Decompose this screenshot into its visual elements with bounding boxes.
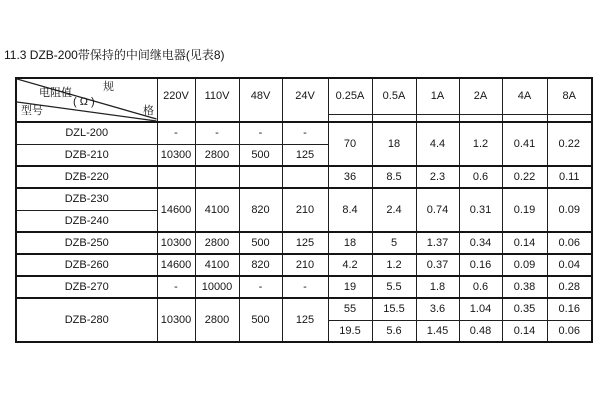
table-cell: 0.34 xyxy=(459,232,502,254)
table-cell: 2.4 xyxy=(372,188,416,232)
table-cell: 0.37 xyxy=(416,254,459,276)
table-cell: 2800 xyxy=(195,298,239,342)
table-cell: 0.16 xyxy=(459,254,502,276)
table-cell: 0.31 xyxy=(459,188,502,232)
table-cell-empty xyxy=(282,166,328,188)
table-cell: 5 xyxy=(372,232,416,254)
table-cell: 0.22 xyxy=(547,122,592,166)
table-cell: 0.48 xyxy=(459,320,502,342)
table-cell: 36 xyxy=(328,166,372,188)
row-dzl200 xyxy=(16,122,592,144)
table-cell: 1.45 xyxy=(416,320,459,342)
table-cell: - xyxy=(195,122,239,144)
row-label-dzl200: DZL-200 xyxy=(16,122,157,144)
row-dzb250 xyxy=(16,232,592,254)
table-cell: - xyxy=(282,122,328,144)
row-dzb220 xyxy=(16,166,592,188)
table-cell: 2.3 xyxy=(416,166,459,188)
table-cell: 125 xyxy=(282,144,328,166)
table-cell: 0.06 xyxy=(547,320,592,342)
table-cell: 3.6 xyxy=(416,298,459,320)
table-cell: 10300 xyxy=(157,144,195,166)
table-cell: - xyxy=(239,276,282,298)
table-cell: 500 xyxy=(239,232,282,254)
table-cell: 4100 xyxy=(195,188,239,232)
table-cell: 0.41 xyxy=(502,122,547,166)
table-cell: 2800 xyxy=(195,144,239,166)
table-cell: 0.6 xyxy=(459,276,502,298)
row-dzb270 xyxy=(16,276,592,298)
table-cell-empty xyxy=(157,166,195,188)
table-cell: 0.35 xyxy=(502,298,547,320)
relay-spec-table xyxy=(15,77,593,343)
table-cell: - xyxy=(282,276,328,298)
table-cell: 0.22 xyxy=(502,166,547,188)
corner-label-spec-top: 规 xyxy=(103,81,114,93)
table-cell: 0.19 xyxy=(502,188,547,232)
table-cell: 1.04 xyxy=(459,298,502,320)
table-cell: 5.5 xyxy=(372,276,416,298)
row-label-dzb220: DZB-220 xyxy=(16,166,157,188)
table-cell: 18 xyxy=(372,122,416,166)
row-dzb230 xyxy=(16,188,592,210)
row-label-dzb260: DZB-260 xyxy=(16,254,157,276)
row-dzb280 xyxy=(16,298,592,320)
table-cell: 14600 xyxy=(157,254,195,276)
col-header-8a: 8A xyxy=(547,78,592,122)
table-cell: 8.4 xyxy=(328,188,372,232)
page-title: 11.3 DZB-200带保持的中间继电器(见表8) xyxy=(4,48,225,62)
table-cell: 10300 xyxy=(157,232,195,254)
table-cell: 15.5 xyxy=(372,298,416,320)
corner-label-resistance: 电阻值 xyxy=(39,87,72,99)
table-cell: 10000 xyxy=(195,276,239,298)
table-cell: 820 xyxy=(239,254,282,276)
table-cell: 0.04 xyxy=(547,254,592,276)
table-cell: 0.38 xyxy=(502,276,547,298)
table-cell: - xyxy=(239,122,282,144)
col-header-24v: 24V xyxy=(282,78,328,122)
table-cell: 0.28 xyxy=(547,276,592,298)
table-cell-empty xyxy=(195,166,239,188)
corner-label-model: 型号 xyxy=(21,105,43,117)
table-cell: 0.6 xyxy=(459,166,502,188)
col-header-110v: 110V xyxy=(195,78,239,122)
table-cell: 0.09 xyxy=(502,254,547,276)
col-header-48v: 48V xyxy=(239,78,282,122)
table-cell: 210 xyxy=(282,254,328,276)
table-cell-empty xyxy=(239,166,282,188)
row-dzb260 xyxy=(16,254,592,276)
table-cell: 125 xyxy=(282,232,328,254)
table-cell: 0.09 xyxy=(547,188,592,232)
row-label-dzb230: DZB-230 xyxy=(16,188,157,210)
table-cell: 18 xyxy=(328,232,372,254)
table-cell: 1.2 xyxy=(459,122,502,166)
row-label-dzb250: DZB-250 xyxy=(16,232,157,254)
table-cell: 70 xyxy=(328,122,372,166)
table-cell: 0.14 xyxy=(502,232,547,254)
table-cell: 820 xyxy=(239,188,282,232)
table-cell: 8.5 xyxy=(372,166,416,188)
table-cell: 4.2 xyxy=(328,254,372,276)
table-cell: 19.5 xyxy=(328,320,372,342)
table-cell: - xyxy=(157,122,195,144)
table-cell: - xyxy=(157,276,195,298)
table-cell: 55 xyxy=(328,298,372,320)
table-cell: 0.11 xyxy=(547,166,592,188)
table-cell: 4100 xyxy=(195,254,239,276)
row-label-dzb210: DZB-210 xyxy=(16,144,157,166)
corner-label-unit: ( Ω ) xyxy=(73,96,95,108)
table-cell: 500 xyxy=(239,298,282,342)
table-cell: 14600 xyxy=(157,188,195,232)
table-cell: 4.4 xyxy=(416,122,459,166)
table-cell: 0.06 xyxy=(547,232,592,254)
col-header-4a: 4A xyxy=(502,78,547,122)
table-cell: 1.8 xyxy=(416,276,459,298)
corner-cell xyxy=(16,78,157,122)
table-cell: 1.2 xyxy=(372,254,416,276)
table-cell: 0.74 xyxy=(416,188,459,232)
table-cell: 0.14 xyxy=(502,320,547,342)
table-cell: 19 xyxy=(328,276,372,298)
table-cell: 210 xyxy=(282,188,328,232)
col-header-1a: 1A xyxy=(416,78,459,122)
col-header-0-5a: 0.5A xyxy=(372,78,416,122)
row-label-dzb280: DZB-280 xyxy=(16,298,157,342)
table-cell: 1.37 xyxy=(416,232,459,254)
col-header-2a: 2A xyxy=(459,78,502,122)
table-cell: 125 xyxy=(282,298,328,342)
row-label-dzb270: DZB-270 xyxy=(16,276,157,298)
corner-label-spec-bottom: 格 xyxy=(143,105,154,117)
table-cell: 5.6 xyxy=(372,320,416,342)
table-cell: 2800 xyxy=(195,232,239,254)
row-label-dzb240: DZB-240 xyxy=(16,210,157,232)
table-cell: 500 xyxy=(239,144,282,166)
table-cell: 10300 xyxy=(157,298,195,342)
table-cell: 0.16 xyxy=(547,298,592,320)
col-header-0-25a: 0.25A xyxy=(328,78,372,122)
col-header-220v: 220V xyxy=(157,78,195,122)
header-row xyxy=(16,78,592,122)
